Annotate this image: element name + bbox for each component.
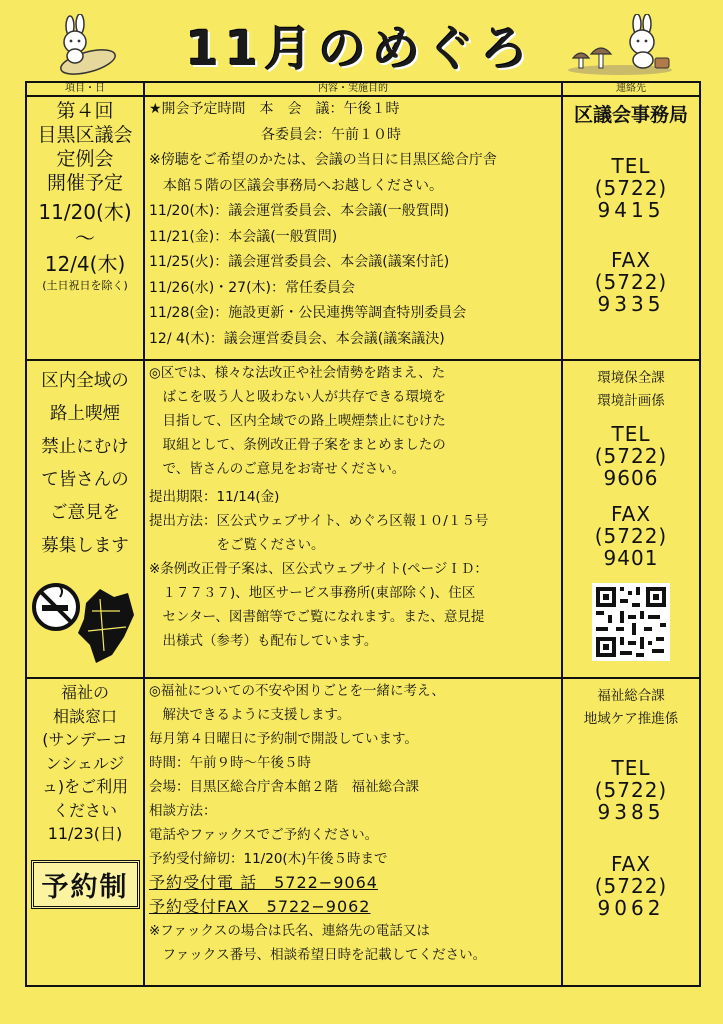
row3-contact bbox=[562, 678, 700, 986]
row1-item bbox=[26, 96, 144, 360]
row3-item-line: (サンデーコ bbox=[42, 730, 128, 749]
content-line: ※傍聴をご希望のかたは、会議の当日に目黒区総合庁舎 bbox=[149, 152, 497, 168]
tel-label: TEL bbox=[611, 422, 651, 446]
row2-item-line: 募集します bbox=[41, 536, 129, 556]
row3-date: 11/23(日) bbox=[47, 824, 123, 843]
row1-contact bbox=[562, 96, 700, 360]
content-line: 12/ 4(木)：議会運営委員会、本会議(議案議決) bbox=[149, 330, 445, 347]
table-row bbox=[26, 360, 700, 678]
fax-label: FAX bbox=[610, 248, 652, 272]
row1-item-line: 第４回 bbox=[56, 100, 114, 122]
row1-date-to: 12/4(木) bbox=[44, 252, 126, 276]
content-note-line: ファックス番号、相談希望日時を記載してください。 bbox=[149, 947, 487, 963]
tel-number: 9606 bbox=[603, 466, 659, 490]
reservation-tel-line: 予約受付電 話 5722−9064 bbox=[149, 873, 378, 892]
content-line: 予約受付締切：11/20(木)午後５時まで bbox=[149, 851, 388, 867]
content-line: 11/28(金)：施設更新・公民連携等調査特別委員会 bbox=[149, 305, 467, 321]
content-line: 電話やファックスでご予約ください。 bbox=[149, 827, 379, 843]
rabbit-mushroom-mascot-right-icon bbox=[565, 14, 675, 76]
content-line: 会場：目黒区総合庁舎本館２階 福祉総合課 bbox=[149, 779, 419, 795]
content-line: １７７３７)、地区サービス事務所(東部除く)、住区 bbox=[149, 585, 476, 601]
fax-area: (5722) bbox=[594, 270, 668, 294]
fax-number: 9401 bbox=[603, 546, 659, 570]
row1-item-line: 開催予定 bbox=[46, 172, 123, 194]
content-line: 毎月第４日曜日に予約制で開設しています。 bbox=[149, 731, 418, 747]
tel-area: (5722) bbox=[594, 444, 668, 468]
tel-number: 9415 bbox=[597, 198, 665, 222]
contact-dept: 福祉総合課 bbox=[597, 688, 665, 704]
row2-item-line: て皆さんの bbox=[41, 470, 129, 490]
content-line: センター、図書館等でご覧になれます。また、意見提 bbox=[149, 609, 485, 625]
content-line: 11/20(木)：議会運営委員会、本会議(一般質問) bbox=[149, 203, 450, 219]
row2-item-line: 区内全域の bbox=[41, 371, 129, 391]
row1-item-line: 定例会 bbox=[56, 148, 114, 170]
fax-label: FAX bbox=[610, 852, 652, 876]
content-line: ※条例改正骨子案は、区公式ウェブサイト(ページＩＤ： bbox=[149, 561, 488, 577]
table-header-row bbox=[26, 82, 700, 96]
content-line: 相談方法： bbox=[149, 803, 217, 819]
row3-item bbox=[26, 678, 144, 986]
content-line: 提出方法：区公式ウェブサイト、めぐろ区報１０/１５号 bbox=[149, 513, 489, 529]
fax-area: (5722) bbox=[594, 874, 668, 898]
tel-label: TEL bbox=[611, 154, 651, 178]
row1-content bbox=[144, 96, 562, 360]
row3-item-line: 福祉の bbox=[60, 683, 109, 702]
fax-label: FAX bbox=[610, 502, 652, 526]
row1-item-line: 目黒区議会 bbox=[37, 124, 133, 146]
content-lead-line: で、皆さんのご意見をお寄せください。 bbox=[149, 461, 406, 477]
content-lead-line: 解決できるように支援します。 bbox=[149, 707, 351, 723]
fax-number: 9335 bbox=[597, 292, 665, 316]
content-line: 時間：午前９時～午後５時 bbox=[149, 755, 311, 771]
content-lead-line: ◎区では、様々な法改正や社会情勢を踏まえ、た bbox=[149, 365, 446, 381]
tel-number: 9385 bbox=[597, 800, 665, 824]
content-line: 本館５階の区議会事務局へお越しください。 bbox=[149, 177, 443, 194]
page-title: 11月のめぐろ bbox=[185, 21, 535, 77]
row3-item-line: ュ)をご利用 bbox=[41, 777, 129, 796]
rabbit-mascot-left-icon bbox=[48, 14, 118, 76]
row1-date-note: (土日祝日を除く) bbox=[42, 279, 128, 292]
row3-item-line: 相談窓口 bbox=[52, 706, 117, 726]
content-line: をご覧ください。 bbox=[149, 537, 325, 553]
contact-dept: 地域ケア推進係 bbox=[583, 711, 679, 727]
reservation-badge: 予約制 bbox=[31, 860, 140, 909]
contact-dept: 環境計画係 bbox=[597, 393, 665, 409]
content-lead-line: ◎福祉についての不安や困りごとを一緒に考え、 bbox=[149, 683, 445, 699]
fax-area: (5722) bbox=[594, 524, 668, 548]
row1-date-from: 11/20(木) bbox=[38, 200, 132, 224]
reservation-fax-line: 予約受付FAX 5722−9062 bbox=[149, 897, 371, 916]
table-row bbox=[26, 96, 700, 360]
row2-content bbox=[144, 360, 562, 678]
content-line: ★開会予定時間 本 会 議：午後１時 bbox=[149, 101, 400, 117]
qr-code-icon bbox=[592, 583, 670, 661]
tel-area: (5722) bbox=[594, 176, 668, 200]
row2-item-line: ご意見を bbox=[50, 503, 120, 523]
content-note-line: ※ファックスの場合は氏名、連絡先の電話又は bbox=[149, 923, 430, 939]
header-item-date: 項目・日 bbox=[26, 82, 144, 96]
row2-item-line: 禁止にむけ bbox=[41, 437, 129, 457]
row3-item-line: ください bbox=[52, 800, 117, 820]
header-contact: 連絡先 bbox=[562, 82, 700, 96]
content-line: 11/21(金)：本会議(一般質問) bbox=[149, 228, 338, 245]
content-lead-line: 取組として、条例改正骨子案をまとめましたの bbox=[149, 437, 446, 453]
content-lead-line: ばこを吸う人と吸わない人が共存できる環境を bbox=[149, 389, 446, 405]
fax-number: 9062 bbox=[597, 896, 665, 920]
content-line: 11/26(水)・27(木)：常任委員会 bbox=[149, 279, 356, 296]
contact-dept: 環境保全課 bbox=[597, 370, 665, 386]
content-line: 各委員会：午前１０時 bbox=[149, 126, 401, 143]
content-line: 出様式（参考）も配布しています。 bbox=[149, 633, 378, 649]
table-row bbox=[26, 678, 700, 986]
no-smoking-map-icon bbox=[30, 571, 140, 667]
content-lead-line: 目指して、区内全域での路上喫煙禁止にむけた bbox=[149, 413, 446, 429]
tel-label: TEL bbox=[611, 756, 651, 780]
header-content: 内容・実施目的 bbox=[144, 82, 562, 96]
row3-content bbox=[144, 678, 562, 986]
contact-office: 区議会事務局 bbox=[573, 104, 688, 126]
tel-area: (5722) bbox=[594, 778, 668, 802]
row2-contact bbox=[562, 360, 700, 678]
content-line: 11/25(火)：議会運営委員会、本会議(議案付託) bbox=[149, 254, 450, 270]
row2-item bbox=[26, 360, 144, 678]
content-line: 提出期限：11/14(金) bbox=[149, 489, 280, 505]
row3-item-line: ンシェルジ bbox=[45, 753, 125, 773]
row2-item-line: 路上喫煙 bbox=[50, 404, 120, 424]
row1-tilde: ～ bbox=[75, 226, 95, 250]
event-table bbox=[25, 81, 701, 987]
